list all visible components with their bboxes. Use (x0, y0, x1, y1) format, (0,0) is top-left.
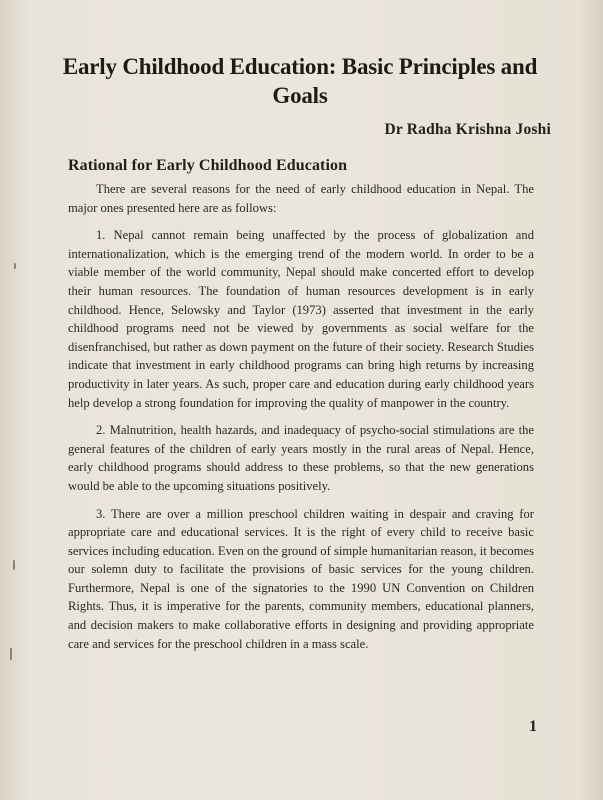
binding-mark (14, 263, 16, 269)
document-title: Early Childhood Education: Basic Principles and Goals (62, 54, 538, 108)
page-number: 1 (529, 718, 537, 735)
body-text (68, 180, 534, 662)
binding-mark (10, 648, 12, 660)
section-heading: Rational for Early Childhood Education (68, 157, 348, 174)
paragraph-point-2: 2. Malnutrition, health hazards, and inadequacy of psycho-social stimulations are the general features of the children of early years mostly in the rural areas of Nepal. Hence, early childhood programs should address to these problems, so that the new generations would be able to the upcoming situations positively. (68, 423, 534, 493)
paragraph-point-3: 3. There are over a million preschool children waiting in despair and craving for appropriate care and educational services. It is the right of every child to receive basic services including education. Even on the ground of simple humanitarian reason, it becomes our solemn duty to facilitate the provisions of basic services for the young children. Furthermore, Nepal is one of the signatories to the 1990 UN Convention on Children Rights. Thus, it is imperative for the parents, community members, educational planners, and decision makers to make collaborative efforts in designing and providing appropriate care and services for the preschool children in a mass scale. (68, 506, 534, 651)
paragraph-point-1: 1. Nepal cannot remain being unaffected by the process of globalization and internationalization, which is the emerging trend of the modern world. In order to be a viable member of the world community, Nepal should make concerted effort to develop their human resources. The foundation of human resources development is in early childhood. Hence, Selowsky and Taylor (1973) asserted that investment in the early childhood programs need not be viewed by governments as social welfare for the disenfranchised, but rather as down payment on the future of their society. Research Studies indicate that investment in early childhood programs can bring high returns by increasing productivity in later years. As such, proper care and education during early childhood years help develop a strong foundation for improving the quality of manpower in the country. (68, 228, 534, 410)
paragraph-intro: There are several reasons for the need of early childhood education in Nepal. The major ones presented here are as follows: (68, 182, 534, 215)
binding-mark (13, 560, 15, 570)
author-name: Dr Radha Krishna Joshi (384, 121, 551, 138)
